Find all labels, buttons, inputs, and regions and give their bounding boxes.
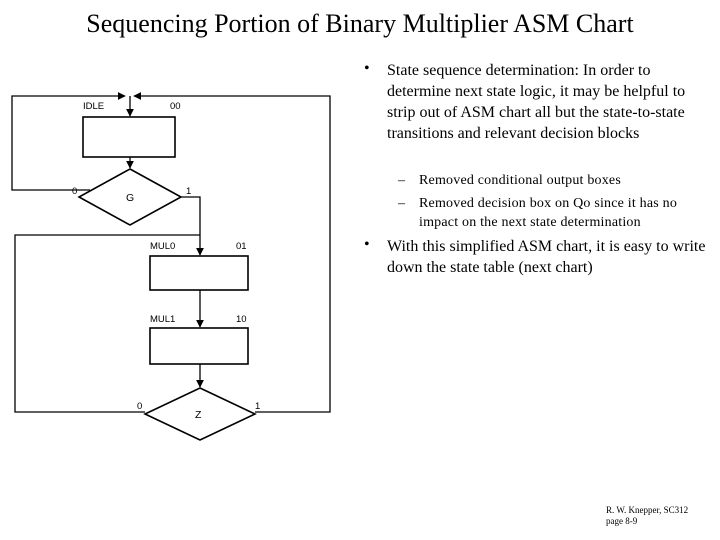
state-box-idle [83, 117, 175, 157]
decision-z-false-label: 0 [137, 401, 143, 412]
sub-bullet-marker-2: – [398, 196, 405, 211]
bullet-marker-1: • [364, 60, 370, 77]
decision-g-label: G [126, 192, 135, 204]
decision-z-true-label: 1 [255, 401, 261, 412]
state-name-mul1: MUL1 [150, 314, 176, 325]
sub-bullet-removed-decision-box: Removed decision box on Qo since it has no impact on the next state determination [419, 196, 678, 230]
state-box-mul1 [150, 328, 248, 364]
footer [606, 505, 688, 527]
state-name-mul0: MUL0 [150, 241, 176, 252]
state-box-mul0 [150, 256, 248, 290]
decision-g-true-label: 1 [186, 186, 192, 197]
decision-z-label: Z [195, 409, 202, 421]
state-code-mul0: 01 [236, 241, 247, 252]
bullet-marker-2: • [364, 236, 370, 253]
bullet-simplified-chart: With this simplified ASM chart, it is easy to write down the state table (next chart) [387, 238, 706, 276]
footer-page: page 8-9 [606, 516, 638, 526]
bullet-state-sequence: State sequence determination: In order to determine next state logic, it may be helpful to strip out of ASM chart all but the state-to-state transitions and relevant decision blocks [387, 62, 686, 142]
footer-author: R. W. Knepper, SC312 [606, 505, 689, 515]
sub-bullet-removed-output-boxes: Removed conditional output boxes [419, 173, 621, 188]
g-true-line [181, 197, 200, 255]
page-title: Sequencing Portion of Binary Multiplier ASM Chart [86, 9, 634, 38]
state-code-mul1: 10 [236, 314, 247, 325]
g-false-loop-line [12, 96, 125, 190]
state-code-idle: 00 [170, 101, 181, 112]
sub-bullet-marker-1: – [398, 173, 405, 188]
decision-g-false-label: 0 [72, 186, 78, 197]
state-name-idle: IDLE [83, 101, 105, 112]
